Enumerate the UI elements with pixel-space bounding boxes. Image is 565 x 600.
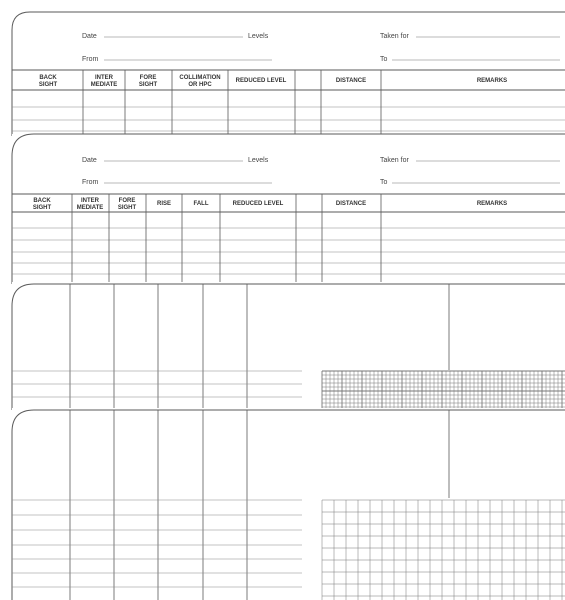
taken-for-label: Taken for [380, 157, 409, 164]
levels-label: Levels [248, 157, 269, 164]
col-header-fore-2: SIGHT [138, 82, 158, 88]
col-header-remarks: REMARKS [476, 201, 508, 207]
levels-label: Levels [248, 33, 269, 40]
col-header-back: BACK [33, 198, 51, 204]
col-header-inter: INTER [95, 75, 113, 81]
sheet-1-column-headers [39, 75, 507, 88]
col-header-fore: FORE [139, 75, 157, 81]
col-header-back-2: SIGHT [38, 82, 58, 88]
sheet-3 [12, 282, 565, 412]
col-header-collimation-2: OR HPC [188, 82, 212, 88]
col-header-remarks: REMARKS [476, 78, 508, 84]
sheet-4 [12, 408, 565, 600]
to-label: To [380, 179, 388, 186]
col-header-back: BACK [39, 75, 57, 81]
col-header-fore: FORE [118, 198, 136, 204]
date-label: Date [82, 157, 97, 164]
sheet-1 [12, 12, 565, 136]
sheet-2 [12, 134, 565, 284]
col-header-distance: DISTANCE [335, 78, 367, 84]
col-header-reduced-level: REDUCED LEVEL [232, 201, 284, 207]
from-label: From [82, 56, 99, 63]
to-label: To [380, 56, 388, 63]
from-label: From [82, 179, 99, 186]
col-header-reduced-level: REDUCED LEVEL [235, 78, 287, 84]
col-header-fall: FALL [193, 201, 209, 207]
taken-for-label: Taken for [380, 33, 409, 40]
col-header-fore-2: SIGHT [117, 205, 137, 211]
date-label: Date [82, 33, 97, 40]
col-header-inter: INTER [81, 198, 99, 204]
col-header-back-2: SIGHT [32, 205, 52, 211]
col-header-inter-2: MEDIATE [90, 82, 118, 88]
col-header-distance: DISTANCE [335, 201, 367, 207]
col-header-rise: RISE [156, 201, 172, 207]
col-header-inter-2: MEDIATE [76, 205, 104, 211]
col-header-collimation: COLLIMATION [179, 75, 221, 81]
